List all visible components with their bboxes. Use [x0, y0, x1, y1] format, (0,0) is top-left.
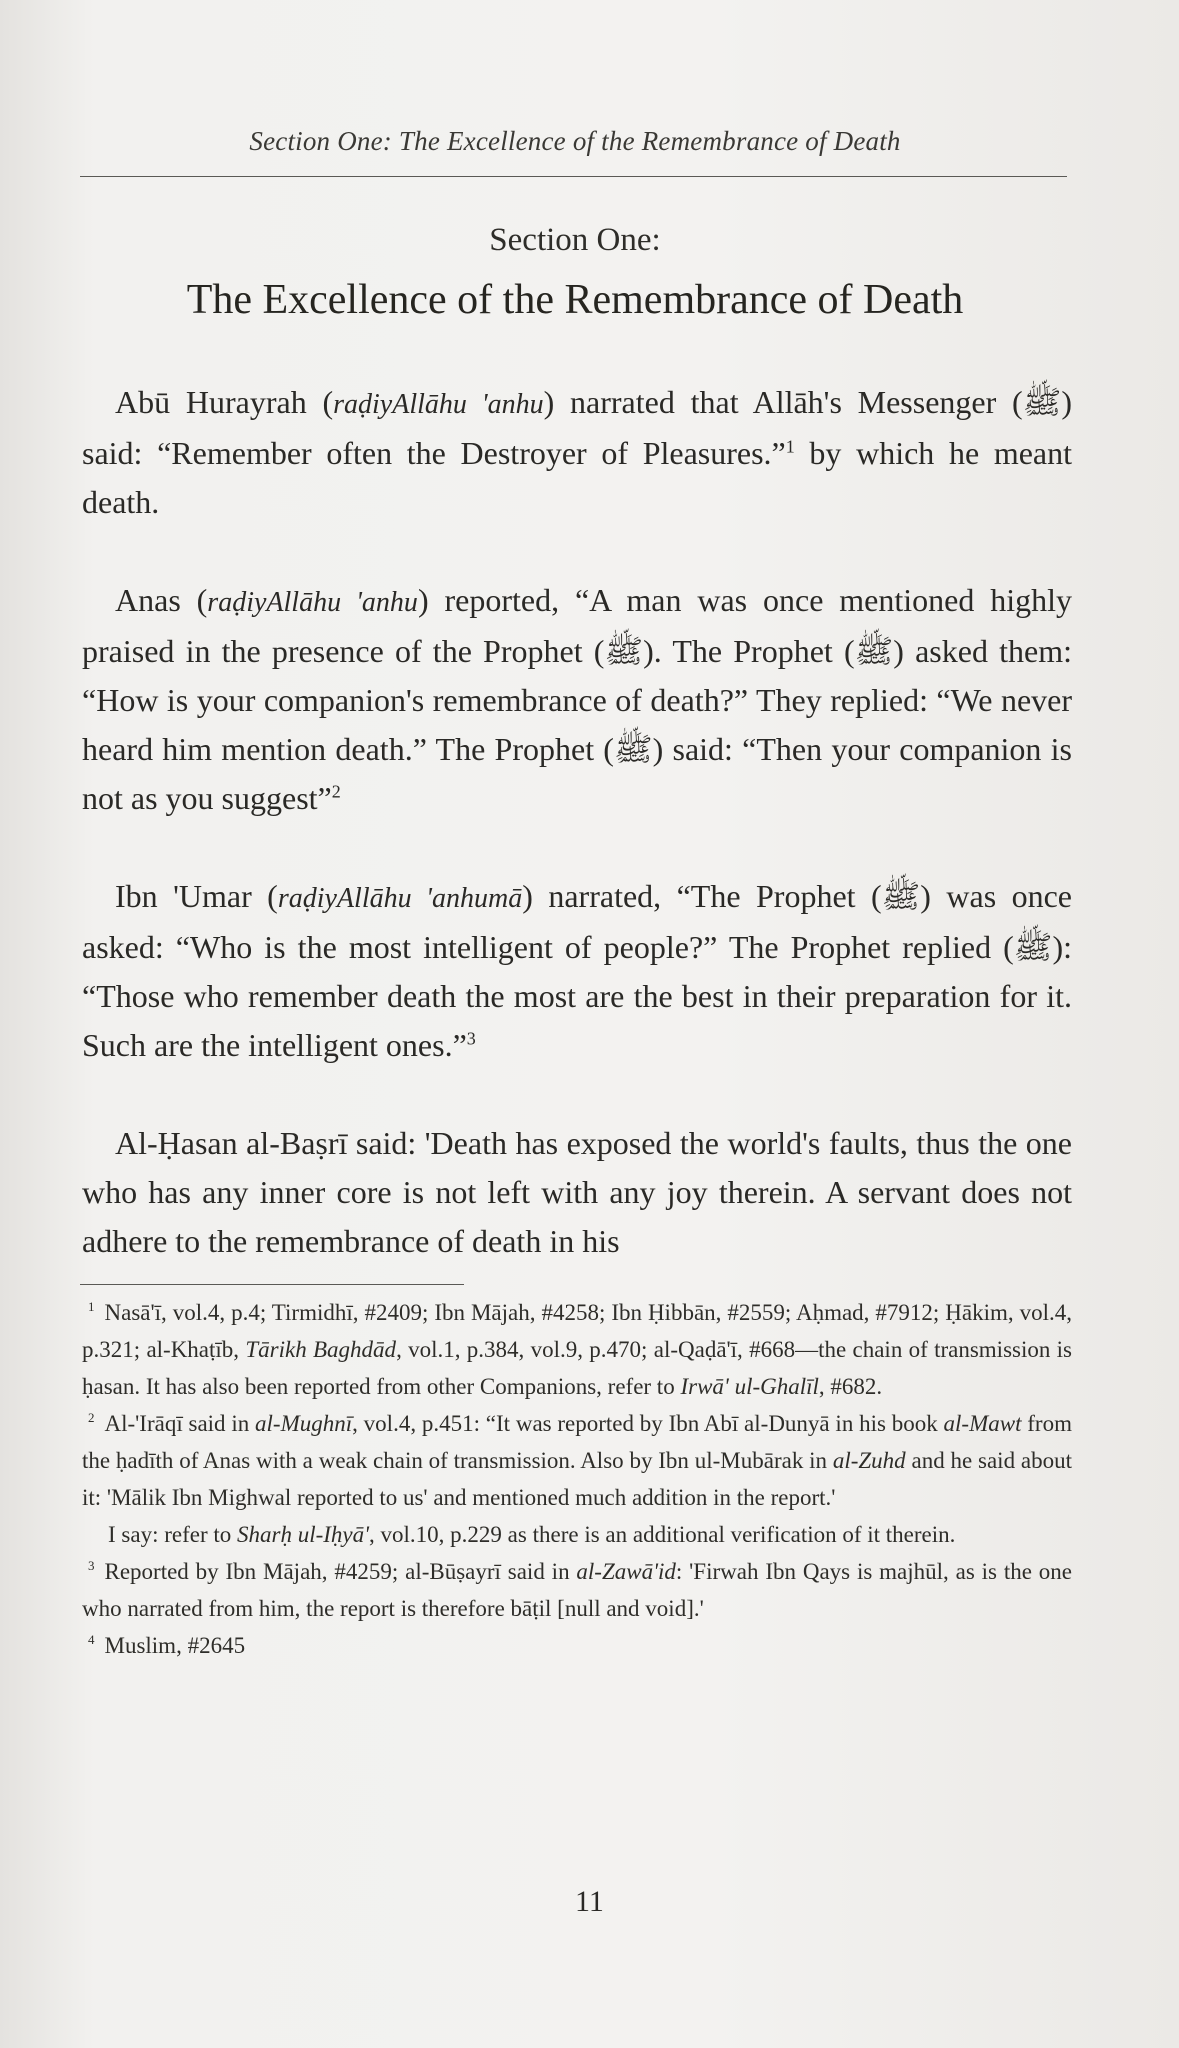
footnote-ref-2[interactable]: 2 [331, 781, 341, 802]
text-run: Ibn 'Umar ( [115, 878, 278, 914]
footnote-number: 1 [88, 1299, 95, 1315]
footnote-2-continuation [82, 1516, 1072, 1553]
section-label: Section One: [489, 222, 661, 258]
text-run: , vol.10, p.229 as there is an additional verification of it therein. [369, 1522, 956, 1547]
text-run: by which he meant death. [82, 435, 1072, 520]
text-run: Anas ( [115, 582, 208, 618]
text-run: Nasā'ī, vol.4, p.4; Tirmidhī, #2409; Ibn Mājah, #4258; Ibn Ḥibbān, #2559; Aḥmad, #7912; Ḥākim, vol.4, p.321; al-Khaṭīb, [82, 1300, 1072, 1362]
book-title-italic: al-Zuhd [832, 1448, 906, 1473]
honorific-italic: raḍiyAllāhu 'anhumā [277, 883, 523, 914]
footnote-4 [82, 1627, 1072, 1664]
honorific-italic: raḍiyAllāhu 'anhu [333, 389, 544, 420]
text-run: , #682. [818, 1374, 883, 1399]
text-run: ) narrated, “The Prophet (ﷺ) was once asked: “Who is the most intelligent of people?” The Prophet replied (ﷺ): “Those who remember death the most are the best in their preparation for it. Such are the intelligent ones.” [82, 878, 1073, 1063]
footnote-ref-1[interactable]: 1 [785, 436, 795, 457]
running-head: Section One: The Excellence of the Remembrance of Death [249, 126, 901, 156]
paragraph-anas [82, 576, 1072, 823]
book-title-italic: Tārikh Baghdād [245, 1337, 397, 1362]
book-title-italic: al-Mughnī [255, 1411, 353, 1436]
text-run: Abū Hurayrah ( [115, 384, 334, 420]
footnote-2 [82, 1405, 1072, 1516]
text-run: Al-Ḥasan al-Baṣrī said: 'Death has exposed the world's faults, thus the one who has any inner core is not left with any joy therein. A servant does not adhere to the remembrance of death in his [82, 1125, 1072, 1259]
page-number: 11 [575, 1885, 604, 1918]
footnote-number: 4 [88, 1632, 95, 1648]
text-run: , vol.4, p.451: “It was reported by Ibn Abī al-Dunyā in his book [352, 1411, 944, 1436]
book-title-italic: Irwā' ul-Ghalīl [680, 1374, 819, 1399]
text-run: ) narrated that Allāh's Messenger (ﷺ) said: “Remember often the Destroyer of Pleasures.” [82, 384, 1072, 471]
paragraph-al-hasan [82, 1119, 1072, 1266]
footnotes [82, 1294, 1072, 1664]
book-title-italic: Sharḥ ul-Iḥyā' [237, 1522, 370, 1547]
text-run: : 'Firwah Ibn Qays is majhūl, as is the one who narrated from him, the report is therefore bāṭil [null and void].' [82, 1559, 1072, 1621]
text-run: ) reported, “A man was once mentioned highly praised in the presence of the Prophet (ﷺ). The Prophet (ﷺ) asked them: “How is your companion's remembrance of death?” They replied: “We never heard him mention death.” The Prophet (ﷺ) said: “Then your companion is not as you suggest” [82, 582, 1073, 816]
text-run: Muslim, #2645 [104, 1633, 246, 1658]
paragraph-abu-hurayrah [82, 378, 1072, 527]
text-run: from the ḥadīth of Anas with a weak chain of transmission. Also by Ibn ul-Mubārak in [82, 1411, 1072, 1473]
section-title: The Excellence of the Remembrance of Death [186, 277, 964, 323]
honorific-italic: raḍiyAllāhu 'anhu [207, 587, 418, 618]
text-run: I say: refer to [108, 1522, 237, 1547]
footnote-rule [80, 1284, 464, 1285]
footnote-ref-3[interactable]: 3 [466, 1028, 476, 1049]
text-run: , vol.1, p.384, vol.9, p.470; al-Qaḍā'ī, #668—the chain of transmission is ḥasan. It has also been reported from other Companions, refer to [82, 1337, 1073, 1399]
footnote-1 [82, 1294, 1072, 1405]
body-text [82, 378, 1072, 1266]
book-title-italic: al-Zawā'id [576, 1559, 676, 1584]
footnote-number: 2 [88, 1410, 95, 1426]
text-run: Al-'Irāqī said in [104, 1411, 256, 1436]
text-run: Reported by Ibn Mājah, #4259; al-Būṣayrī said in [104, 1559, 577, 1584]
footnote-number: 3 [88, 1558, 95, 1574]
footnote-3 [82, 1553, 1072, 1627]
text-run: and he said about it: 'Mālik Ibn Mighwal reported to us' and mentioned much addition in the report.' [82, 1448, 1072, 1510]
header-rule [80, 176, 1067, 177]
book-title-italic: al-Mawt [943, 1411, 1022, 1436]
paragraph-ibn-umar [82, 872, 1072, 1070]
